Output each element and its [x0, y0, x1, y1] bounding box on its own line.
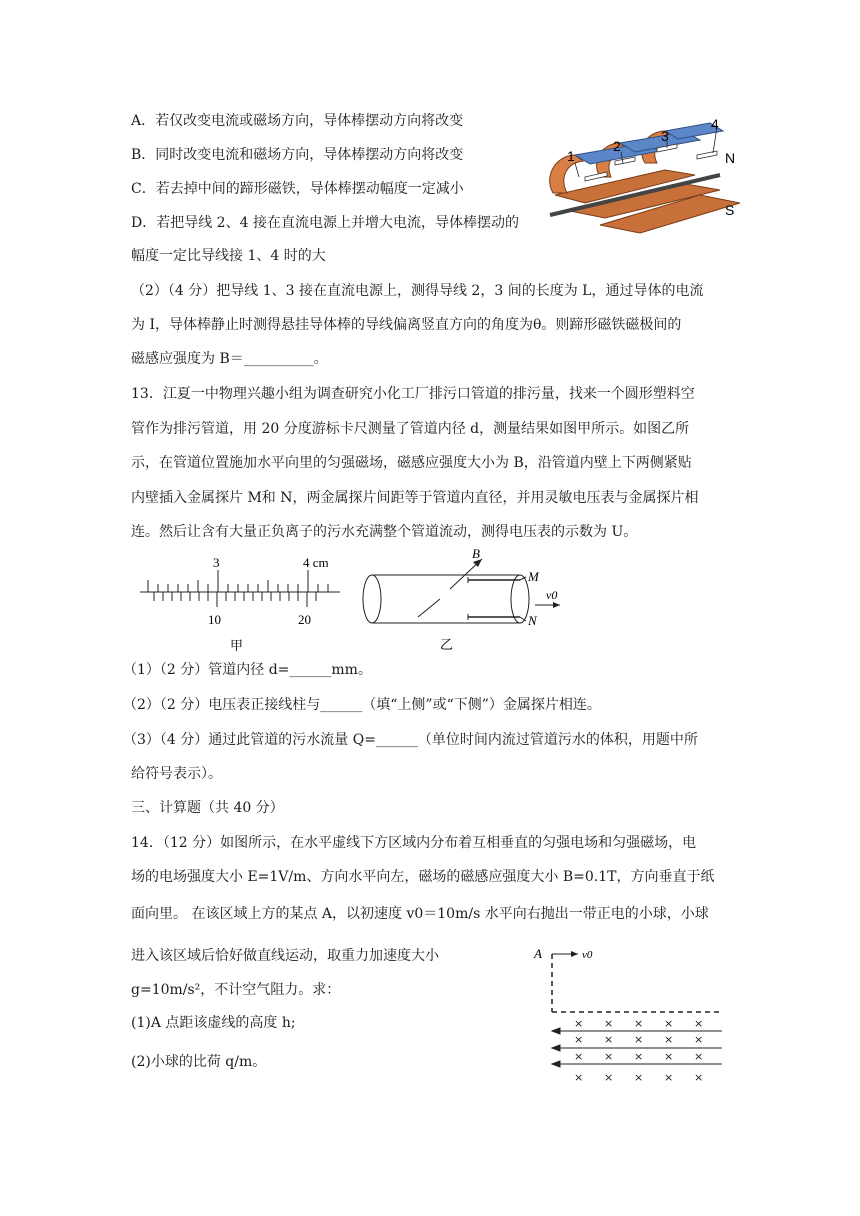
- svg-text:×: ×: [574, 1050, 584, 1063]
- svg-text:×: ×: [664, 1017, 674, 1030]
- q12-option-b: B．同时改变电流和磁场方向，导体棒摆动方向将改变: [131, 147, 464, 163]
- q12-part2-line3: 磁感应强度为 B＝__________。: [131, 351, 328, 367]
- pipe-label-n: N: [528, 613, 537, 628]
- point-a-label: A: [534, 946, 542, 961]
- q13-line4: 内壁插入金属探片 M和 N，两金属探片间距等于管道内直径，并用灵敏电压表与金属探片相: [131, 490, 699, 506]
- svg-text:×: ×: [694, 1050, 704, 1063]
- svg-text:×: ×: [574, 1071, 584, 1084]
- q14-line2: 场的电场强度大小 E=1V/m、方向水平向左，磁场的磁感应强度大小 B=0.1T，方向垂直于纸: [131, 869, 715, 885]
- pole-s-label: S: [725, 202, 735, 218]
- caliper-label-3: 3: [213, 555, 220, 570]
- pipe-label-b: B: [472, 547, 480, 561]
- wire-label-3: 3: [661, 128, 669, 144]
- field-figure: [532, 942, 732, 1087]
- wire-label-1: 1: [567, 148, 575, 164]
- q14-line5: g=10m/s²，不计空气阻力。求：: [131, 982, 341, 998]
- pipe-caption: 乙: [440, 638, 454, 652]
- svg-text:×: ×: [574, 1033, 584, 1046]
- caliper-figure: [140, 555, 360, 655]
- svg-text:×: ×: [574, 1017, 584, 1030]
- q13-line1: 13．江夏一中物理兴趣小组为调查研究小化工厂排污口管道的排污量，找来一个圆形塑料空: [131, 386, 695, 402]
- q12-part2-line1: （2）（4 分）把导线 1、3 接在直流电源上，测得导线 2，3 间的长度为 L，通过导体的电流: [131, 283, 704, 299]
- svg-text:×: ×: [694, 1071, 704, 1084]
- caliper-caption: 甲: [230, 639, 244, 654]
- vernier-scale-ticks: [154, 592, 316, 607]
- q14-line3: 面向里。 在该区域上方的某点 A，以初速度 v0＝10m/s 水平向右抛出一带正电的小球，小球: [131, 906, 709, 922]
- svg-text:×: ×: [634, 1050, 644, 1063]
- q12-option-d-line1: D．若把导线 2、4 接在直流电源上并增大电流，导体棒摆动的: [131, 215, 519, 231]
- svg-text:×: ×: [604, 1017, 614, 1030]
- q13-line2: 管作为排污管道，用 20 分度游标卡尺测量了管道内径 d，测量结果如图甲所示。如图乙所: [131, 421, 690, 437]
- svg-text:×: ×: [664, 1071, 674, 1084]
- magnet-figure: [545, 115, 745, 245]
- pipe-label-v0: v0: [546, 588, 558, 602]
- q14-line4: 进入该区域后恰好做直线运动，取重力加速度大小: [131, 948, 439, 964]
- q13-sub1: （1）（2 分）管道内径 d=______mm。: [123, 662, 372, 678]
- svg-text:×: ×: [694, 1033, 704, 1046]
- svg-text:×: ×: [634, 1017, 644, 1030]
- svg-text:×: ×: [604, 1050, 614, 1063]
- svg-text:×: ×: [634, 1033, 644, 1046]
- b-field-crosses: [574, 1017, 703, 1084]
- magnet-bottom-legs: [555, 170, 740, 233]
- q14-part2: (2)小球的比荷 q/m。: [131, 1054, 267, 1070]
- pole-n-label: N: [725, 150, 736, 166]
- q13-sub3-line1: （3）（4 分）通过此管道的污水流量 Q=______（单位时间内流过管道污水的体积，用题中所: [123, 732, 698, 748]
- caliper-label-10: 10: [208, 612, 221, 627]
- wire-label-2: 2: [613, 138, 621, 154]
- section-title: 三、计算题（共 40 分）: [131, 800, 284, 816]
- q12-option-a: A．若仅改变电流或磁场方向，导体棒摆动方向将改变: [131, 113, 464, 129]
- svg-text:×: ×: [604, 1033, 614, 1046]
- svg-text:×: ×: [664, 1033, 674, 1046]
- caliper-label-4cm: 4 cm: [303, 555, 329, 570]
- pipe-body: [372, 575, 520, 623]
- main-scale-ticks: [148, 570, 328, 592]
- velocity-label: v0: [582, 949, 593, 961]
- q12-option-c: C．若去掉中间的蹄形磁铁，导体棒摆动幅度一定减小: [131, 181, 464, 197]
- q13-line5: 连。然后让含有大量正负离子的污水充满整个管道流动，测得电压表的示数为 U。: [131, 524, 638, 540]
- pipe-figure: [360, 547, 580, 652]
- svg-text:×: ×: [634, 1071, 644, 1084]
- wire-label-4: 4: [711, 116, 719, 132]
- q13-line3: 示，在管道位置施加水平向里的匀强磁场，磁感应强度大小为 B，沿管道内壁上下两侧紧贴: [131, 455, 692, 471]
- pipe-label-m: M: [528, 569, 539, 584]
- q12-part2-line2: 为 I，导体棒静止时测得悬挂导体棒的导线偏离竖直方向的角度为θ。则蹄形磁铁磁极间的: [131, 317, 682, 333]
- svg-text:×: ×: [604, 1071, 614, 1084]
- q12-option-d-line2: 幅度一定比导线接 1、4 时的大: [131, 248, 326, 264]
- svg-text:×: ×: [694, 1017, 704, 1030]
- q14-line1: 14．（12 分）如图所示，在水平虚线下方区域内分布着互相垂直的匀强电场和匀强磁场，电: [131, 835, 697, 851]
- q13-sub2: （2）（2 分）电压表正接线柱与______（填“上侧”或“下侧”）金属探片相连。: [123, 697, 601, 713]
- svg-text:×: ×: [664, 1050, 674, 1063]
- q14-part1: (1)A 点距该虚线的高度 h;: [131, 1015, 296, 1031]
- caliper-label-20: 20: [298, 612, 311, 627]
- q13-sub3-line2: 给符号表示）。: [131, 766, 222, 782]
